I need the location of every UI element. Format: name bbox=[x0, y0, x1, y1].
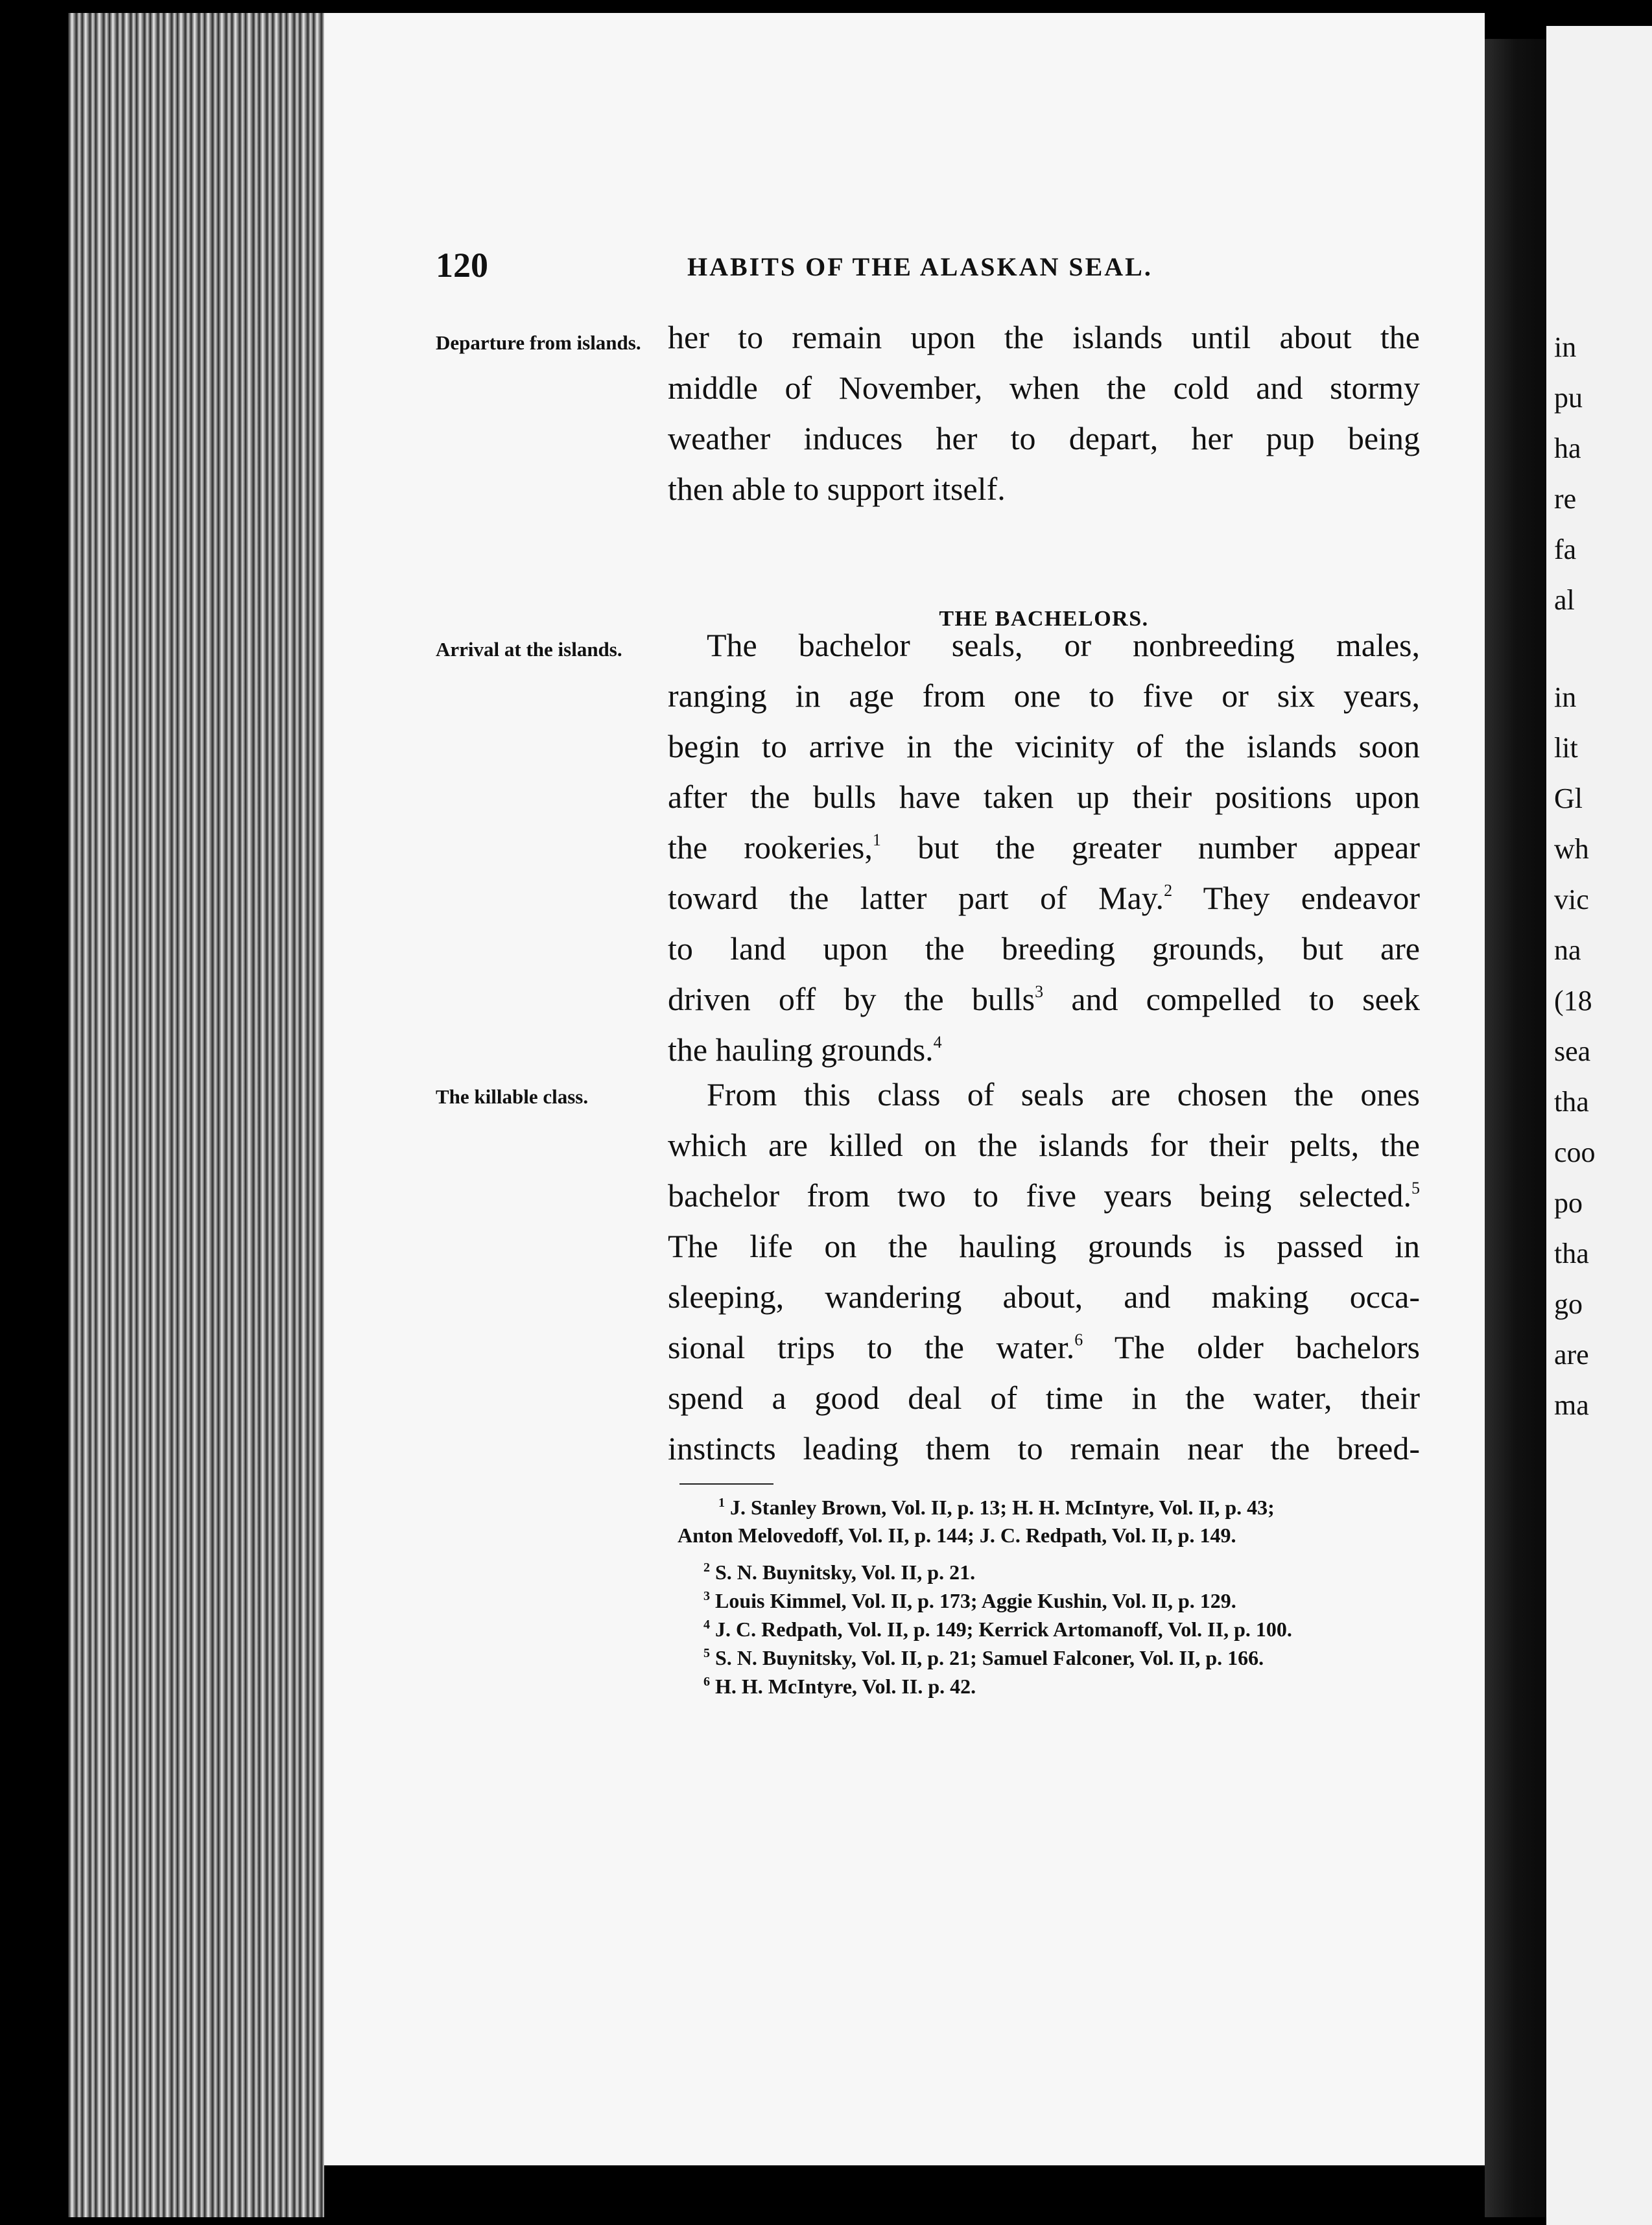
line-segment: and compelled to seek bbox=[1071, 981, 1420, 1017]
body-line: From this class of seals are chosen the ones bbox=[707, 1076, 1420, 1112]
line-segment: the hauling grounds. bbox=[668, 1031, 934, 1068]
line-segment: the rookeries, bbox=[668, 829, 873, 865]
facing-page bbox=[1546, 26, 1652, 2225]
facing-page-fragment: Gl bbox=[1554, 783, 1583, 814]
footnote-mark: 3 bbox=[703, 1589, 710, 1603]
footnote-mark: 4 bbox=[703, 1618, 710, 1632]
body-line: spend a good deal of time in the water, their bbox=[668, 1380, 1420, 1416]
footnote-mark: 6 bbox=[703, 1675, 710, 1689]
facing-page-fragment: po bbox=[1554, 1187, 1583, 1219]
running-title: HABITS OF THE ALASKAN SEAL. bbox=[687, 252, 1153, 281]
body-line bbox=[668, 1030, 1420, 1069]
facing-page-fragment: coo bbox=[1554, 1136, 1596, 1168]
facing-page-fragment: vic bbox=[1554, 884, 1589, 915]
body-line: ranging in age from one to five or six years, bbox=[668, 677, 1420, 714]
footnote-text: Louis Kimmel, Vol. II, p. 173; Aggie Kushin, Vol. II, p. 129. bbox=[715, 1589, 1236, 1612]
footnote bbox=[703, 1642, 1449, 1669]
footnote-text: J. C. Redpath, Vol. II, p. 149; Kerrick Artomanoff, Vol. II, p. 100. bbox=[715, 1618, 1292, 1641]
line-segment: toward the latter part of May. bbox=[668, 880, 1164, 916]
facing-page-fragment: pu bbox=[1554, 382, 1583, 414]
facing-page-fragment: go bbox=[1554, 1288, 1583, 1320]
footnote bbox=[703, 1613, 1449, 1641]
facing-page-fragment: ma bbox=[1554, 1389, 1589, 1421]
facing-page-fragment: na bbox=[1554, 934, 1581, 966]
line-segment: They endeavor bbox=[1203, 880, 1420, 916]
line-segment: bachelor from two to five years being selected. bbox=[668, 1177, 1411, 1214]
line-segment: The older bachelors bbox=[1114, 1329, 1420, 1365]
footnote-ref: 1 bbox=[872, 830, 881, 849]
footnote-rule bbox=[679, 1483, 773, 1485]
body-line bbox=[668, 980, 1420, 1018]
facing-page-fragment: wh bbox=[1554, 833, 1589, 865]
facing-page-fragment: are bbox=[1554, 1339, 1589, 1371]
facing-page-fragment: tha bbox=[1554, 1238, 1589, 1269]
body-line bbox=[668, 1176, 1420, 1215]
book-page-edges bbox=[68, 13, 324, 2217]
footnote-text: J. Stanley Brown, Vol. II, p. 13; H. H. McIntyre, Vol. II, p. 43; bbox=[730, 1496, 1275, 1519]
footnote-text: S. N. Buynitsky, Vol. II, p. 21. bbox=[715, 1560, 976, 1584]
facing-page-fragment: in bbox=[1554, 331, 1577, 363]
line-segment: driven off by the bulls bbox=[668, 981, 1035, 1017]
footnote bbox=[703, 1584, 1449, 1612]
facing-page-fragment: in bbox=[1554, 681, 1577, 713]
footnote bbox=[703, 1556, 1449, 1584]
body-line: to land upon the breeding grounds, but are bbox=[668, 930, 1420, 967]
footnote-ref: 2 bbox=[1164, 881, 1173, 900]
page-number: 120 bbox=[436, 246, 488, 285]
footnote-ref: 5 bbox=[1411, 1179, 1420, 1197]
facing-page-fragment: ha bbox=[1554, 432, 1581, 464]
body-line: sleeping, wandering about, and making occa- bbox=[668, 1278, 1420, 1315]
body-line: The life on the hauling grounds is passed in bbox=[668, 1228, 1420, 1264]
footnote-text: H. H. McIntyre, Vol. II. p. 42. bbox=[715, 1675, 976, 1698]
body-line: weather induces her to depart, her pup being bbox=[668, 420, 1420, 456]
body-line: begin to arrive in the vicinity of the islands soon bbox=[668, 728, 1420, 764]
facing-page-fragment: (18 bbox=[1554, 985, 1592, 1017]
body-line: The bachelor seals, or nonbreeding males, bbox=[707, 627, 1420, 663]
body-line bbox=[668, 1328, 1420, 1367]
footnote-ref: 6 bbox=[1074, 1330, 1083, 1349]
facing-page-fragment: sea bbox=[1554, 1035, 1591, 1067]
footnote-text: Anton Melovedoff, Vol. II, p. 144; J. C. Redpath, Vol. II, p. 149. bbox=[678, 1524, 1236, 1547]
footnote-ref: 3 bbox=[1035, 982, 1044, 1001]
footnote bbox=[678, 1524, 1423, 1547]
body-line: after the bulls have taken up their positions upon bbox=[668, 779, 1420, 815]
facing-page-fragment: lit bbox=[1554, 732, 1578, 764]
facing-page-fragment: al bbox=[1554, 584, 1575, 616]
footnote bbox=[718, 1491, 1464, 1519]
sidenote-arrival: Arrival at the islands. bbox=[436, 638, 622, 661]
facing-page-fragment: re bbox=[1554, 483, 1577, 515]
footnote-text: S. N. Buynitsky, Vol. II, p. 21; Samuel Falconer, Vol. II, p. 166. bbox=[715, 1646, 1264, 1669]
facing-page-fragment: fa bbox=[1554, 534, 1577, 565]
sidenote-departure: Departure from islands. bbox=[436, 331, 641, 354]
facing-page-fragment: tha bbox=[1554, 1086, 1589, 1118]
body-line bbox=[668, 828, 1420, 867]
body-line: instincts leading them to remain near the breed- bbox=[668, 1430, 1420, 1466]
line-segment: but the greater number appear bbox=[917, 829, 1420, 865]
line-segment: sional trips to the water. bbox=[668, 1329, 1075, 1365]
footnote-mark: 5 bbox=[703, 1646, 710, 1660]
running-head bbox=[436, 245, 1428, 290]
book-gutter bbox=[1485, 39, 1546, 2217]
body-line: middle of November, when the cold and stormy bbox=[668, 370, 1420, 406]
footnote-mark: 1 bbox=[718, 1496, 725, 1510]
section-heading: THE BACHELORS. bbox=[939, 607, 1149, 631]
footnote-ref: 4 bbox=[933, 1033, 942, 1052]
footnote-mark: 2 bbox=[703, 1560, 710, 1575]
body-line: which are killed on the islands for their pelts, the bbox=[668, 1127, 1420, 1163]
body-line: her to remain upon the islands until about the bbox=[668, 319, 1420, 355]
footnote bbox=[703, 1670, 1449, 1698]
sidenote-killable-class: The killable class. bbox=[436, 1085, 589, 1108]
body-line: then able to support itself. bbox=[668, 471, 1006, 507]
body-line bbox=[668, 878, 1420, 917]
